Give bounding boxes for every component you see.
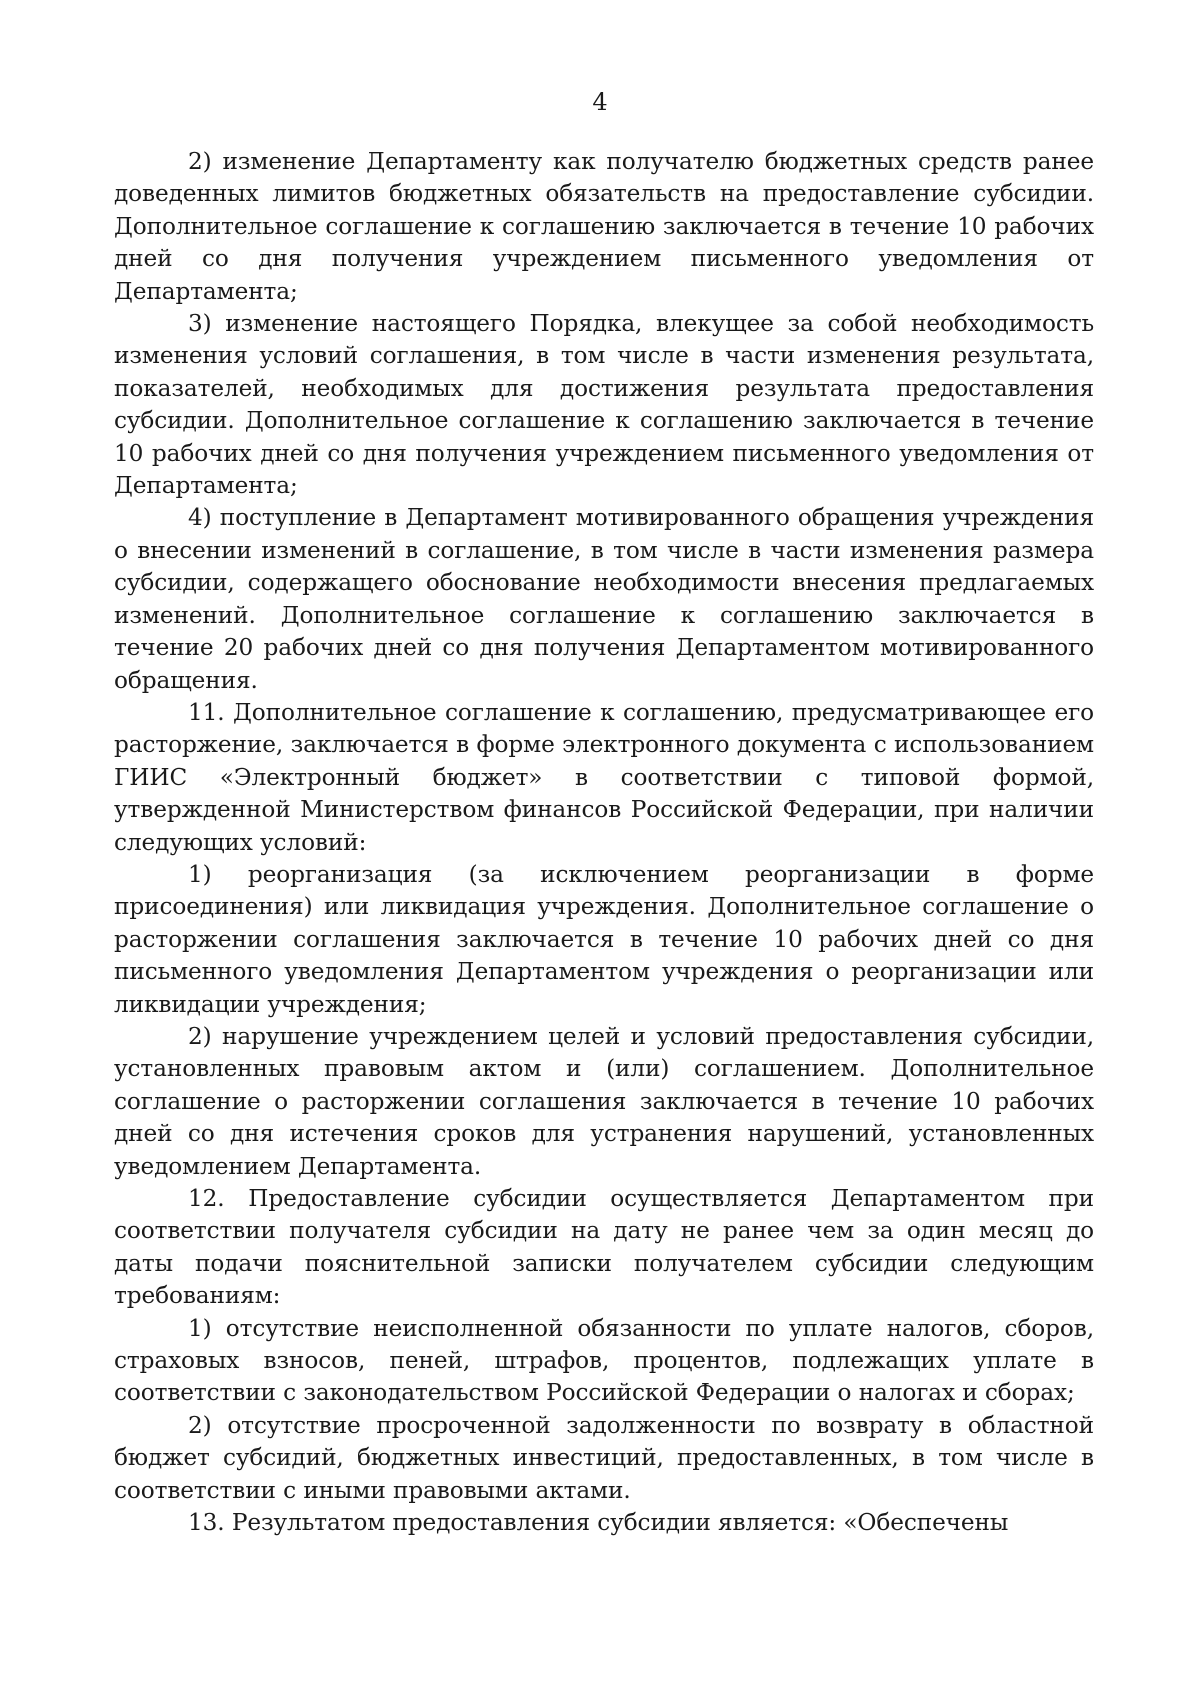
- paragraph-item-2-overdue-debt: 2) отсутствие просроченной задолженности по возврату в областной бюджет субсидий, бюджетных инвестиций, предоставленных, в том числе в соответствии с иными правовыми актами.: [114, 1411, 1094, 1504]
- paragraph-item-2-violation: 2) нарушение учреждением целей и условий предоставления субсидии, установленных правовым актом и (или) соглашением. Дополнительное соглашение о расторжении соглашения заключается в течение 10 рабочих дней со дня истечения сроков для устранения нарушений, установленных уведомлением Департамента.: [114, 1022, 1094, 1180]
- document-body: [114, 146, 1094, 1539]
- paragraph-item-4-motivated-request: 4) поступление в Департамент мотивированного обращения учреждения о внесении изменений в соглашение, в том числе в части изменения размера субсидии, содержащего обоснование необходимости внесения предлагаемых изменений. Дополнительное соглашение к соглашению заключается в течение 20 рабочих дней со дня получения Департаментом мотивированного обращения.: [114, 504, 1094, 694]
- paragraph-item-1-tax-obligations: 1) отсутствие неисполненной обязанности по уплате налогов, сборов, страховых взносов, пеней, штрафов, процентов, подлежащих уплате в соответствии с законодательством Российской Федерации о налогах и сборах;: [114, 1314, 1094, 1407]
- page-number: 4: [592, 88, 608, 116]
- paragraph-item-2-budget-limits: 2) изменение Департаменту как получателю бюджетных средств ранее доведенных лимитов бюджетных обязательств на предоставление субсидии. Дополнительное соглашение к соглашению заключается в течение 10 рабочих дней со дня получения учреждением письменного уведомления от Департамента;: [114, 148, 1094, 305]
- paragraph-item-3-order-change: 3) изменение настоящего Порядка, влекущее за собой необходимость изменения условий соглашения, в том числе в части изменения результата, показателей, необходимых для достижения результата предоставления субсидии. Дополнительное соглашение к соглашению заключается в течение 10 рабочих дней со дня получения учреждением письменного уведомления от Департамента;: [114, 310, 1094, 500]
- paragraph-section-13: 13. Результатом предоставления субсидии является: «Обеспечены: [188, 1509, 1009, 1537]
- paragraph-section-11: 11. Дополнительное соглашение к соглашению, предусматривающее его расторжение, заключается в форме электронного документа с использованием ГИИС «Электронный бюджет» в соответствии с типовой формой, утвержденной Министерством финансов Российской Федерации, при наличии следующих условий:: [114, 698, 1094, 856]
- paragraph-item-1-reorganization: 1) реорганизация (за исключением реорганизации в форме присоединения) или ликвидация учреждения. Дополнительное соглашение о расторжении соглашения заключается в течение 10 рабочих дней со дня письменного уведомления Департаментом учреждения о реорганизации или ликвидации учреждения;: [114, 860, 1094, 1018]
- paragraph-section-12: 12. Предоставление субсидии осуществляется Департаментом при соответствии получателя субсидии на дату не ранее чем за один месяц до даты подачи пояснительной записки получателем субсидии следующим требованиям:: [114, 1185, 1094, 1310]
